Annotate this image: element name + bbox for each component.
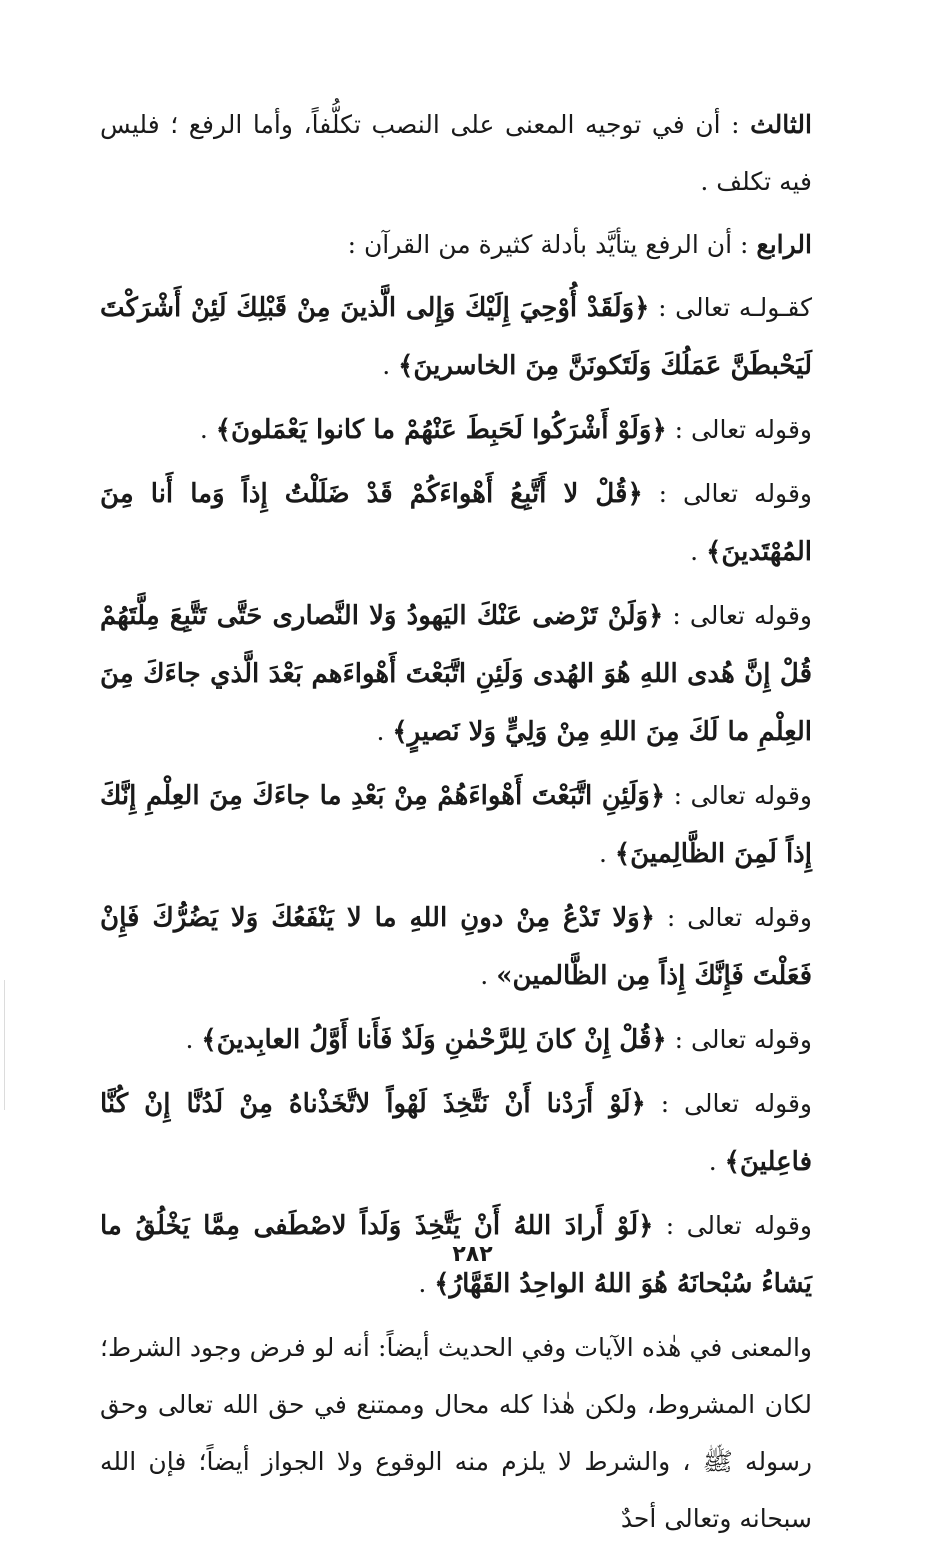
- closing-paragraph: [100, 1319, 812, 1547]
- verse-intro: وقوله تعالى :: [673, 781, 812, 810]
- verse-quote: ﴿لَوْ أَرادَ اللهُ أَنْ يَتَّخِذَ وَلَداً لاصْطَفى مِمَّا يَخْلُقُ ما يَشاءُ سُبْحانَهُ هُوَ اللهُ الواحِدُ القَهَّارُ﴾: [100, 1211, 812, 1299]
- verse-citation-2: [100, 401, 812, 459]
- verse-quote: ﴿وَلَنْ تَرْضى عَنْكَ اليَهودُ وَلا النَّصارى حَتَّى تَتَّبِعَ مِلَّتَهُمْ قُلْ إِنَّ هُدى اللهِ هُوَ الهُدى وَلَئِنِ اتَّبَعْتَ أَهْواءَهم بَعْدَ الَّذي جاءَكَ مِنَ العِلْمِ ما لَكَ مِنَ اللهِ مِنْ وَلِيٍّ وَلا نَصيرٍ﴾: [100, 601, 812, 747]
- verse-citation-3: [100, 465, 812, 581]
- page-number: ٢٨٢: [452, 1242, 493, 1267]
- verse-quote: ﴿وَلا تَدْعُ مِنْ دونِ اللهِ ما لا يَنْفَعُكَ وَلا يَضُرُّكَ فَإِنْ فَعَلْتَ فَإِنَّكَ إِذاً مِن الظَّالمين»: [100, 903, 812, 991]
- verse-quote: ﴿قُلْ لا أَتَّبِعُ أَهْواءَكُمْ قَدْ ضَلَلْتُ إِذاً وَما أَنا مِنَ المُهْتَدينَ﴾: [100, 479, 812, 567]
- verse-intro: وقوله تعالى :: [658, 479, 812, 508]
- paragraph-fourth-point: [100, 216, 812, 273]
- verse-end: .: [382, 351, 391, 380]
- verse-intro: وقوله تعالى :: [660, 1089, 813, 1118]
- point-text-third: : أن في توجيه المعنى على النصب تكلُّفاً، وأما الرفع ؛ فليس فيه تكلف .: [100, 110, 812, 196]
- verse-end: .: [199, 415, 208, 444]
- paragraph-third-point: [100, 96, 812, 210]
- verse-citation-1: [100, 279, 812, 395]
- point-label-fourth: الرابع: [756, 230, 812, 259]
- verse-end: .: [376, 717, 385, 746]
- point-text-fourth: : أن الرفع يتأيَّد بأدلة كثيرة من القرآن :: [347, 230, 749, 259]
- verse-citation-7: [100, 1011, 812, 1069]
- point-label-third: الثالث: [750, 110, 812, 139]
- verse-intro: وقوله تعالى :: [665, 1211, 812, 1240]
- verse-quote: ﴿وَلَوْ أَشْرَكُوا لَحَبِطَ عَنْهُمْ ما كانوا يَعْمَلونَ﴾: [215, 415, 667, 445]
- verse-citation-4: [100, 587, 812, 761]
- verse-end: .: [480, 961, 489, 990]
- verse-end: .: [185, 1025, 194, 1054]
- verse-citation-6: [100, 889, 812, 1005]
- verse-intro: وقوله تعالى :: [674, 415, 812, 444]
- verse-end: .: [690, 537, 699, 566]
- verse-citation-5: [100, 767, 812, 883]
- verse-quote: ﴿وَلَئِنِ اتَّبَعْتَ أَهْواءَهُمْ مِنْ بَعْدِ ما جاءَكَ مِنَ العِلْمِ إِنَّكَ إِذاً لَمِنَ الظَّالِمينَ﴾: [100, 781, 812, 869]
- verse-end: .: [598, 839, 607, 868]
- verse-intro: وقوله تعالى :: [674, 1025, 812, 1054]
- verse-intro: وقوله تعالى :: [672, 601, 812, 630]
- verse-intro: وقوله تعالى :: [666, 903, 812, 932]
- verse-end: .: [418, 1269, 427, 1298]
- verse-intro: كقـولـه تعالى :: [658, 293, 812, 322]
- verse-end: .: [708, 1147, 717, 1176]
- closing-text: والمعنى في هٰذه الآيات وفي الحديث أيضاً: أنه لو فرض وجود الشرط؛ لكان المشروط، ولكن هٰذا كله محال وممتنع في حق الله تعالى وحق رسوله ﷺ ، والشرط لا يلزم منه الوقوع ولا الجواز أيضاً؛ فإن الله سبحانه وتعالى أحدٌ: [100, 1333, 813, 1533]
- page-body: [100, 96, 812, 1547]
- verse-quote: ﴿وَلَقَدْ أُوْحِيَ إِلَيْكَ وَإِلى الَّذينَ مِنْ قَبْلِكَ لَئِنْ أَشْرَكْتَ لَيَحْبطَنَّ عَمَلُكَ وَلَتَكونَنَّ مِنَ الخاسرينَ﴾: [100, 293, 812, 381]
- verse-quote: ﴿قُلْ إِنْ كانَ لِلرَّحْمٰنِ وَلَدٌ فَأَنا أَوَّلُ العابِدينَ﴾: [201, 1025, 667, 1055]
- verse-citation-8: [100, 1075, 812, 1191]
- verse-quote: ﴿لَوْ أَرَدْنا أَنْ نَتَّخِذَ لَهْواً لاتَّخَذْناهُ مِنْ لَدُنَّا إِنْ كُنَّا فاعِلينَ﴾: [100, 1089, 812, 1177]
- scan-margin-mark: [4, 980, 5, 1110]
